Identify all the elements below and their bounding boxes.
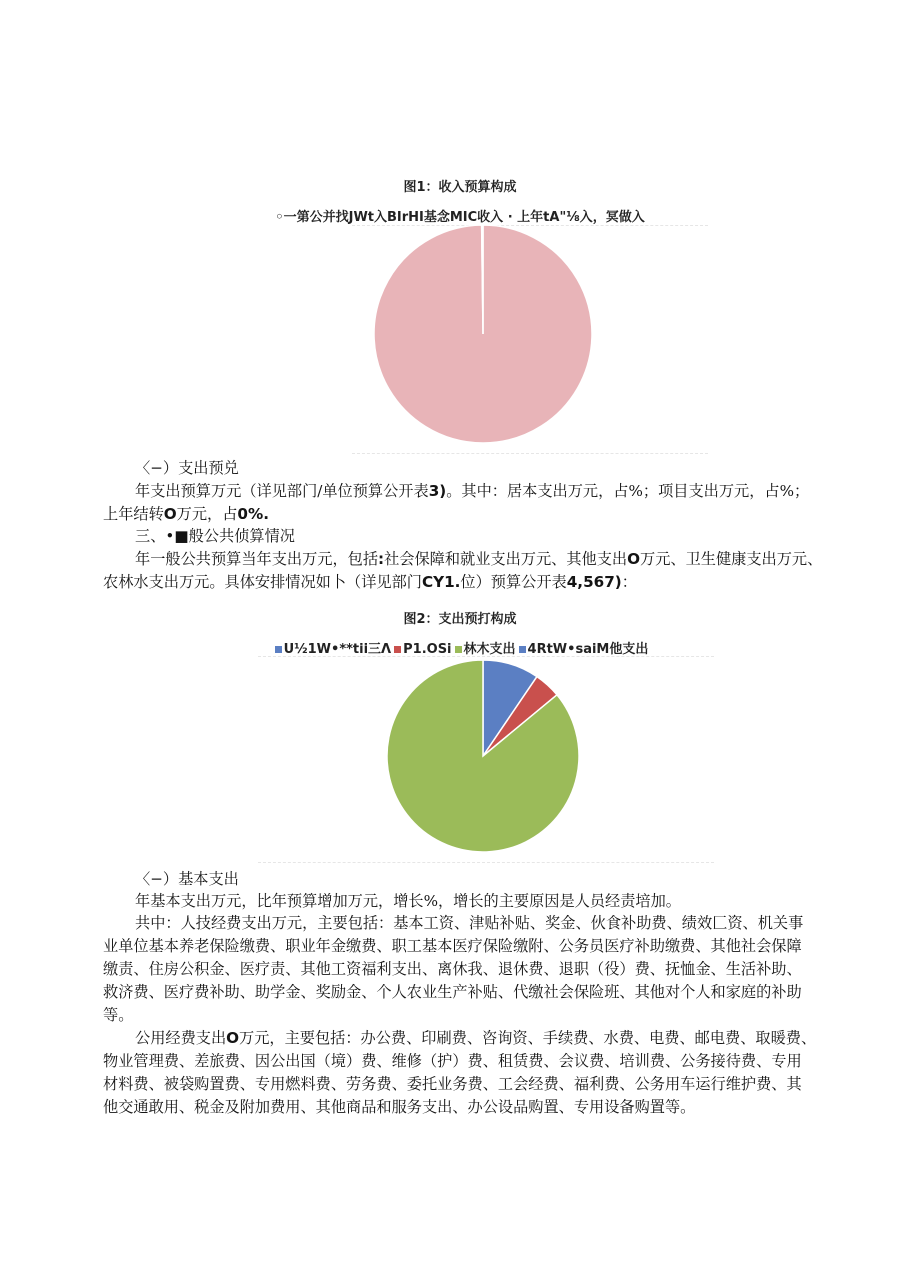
- figure1-bottom-divider: [352, 453, 708, 454]
- figure1-title: 图1：收入预算构成: [403, 180, 517, 195]
- paragraph-line: 年一般公共预算当年支出万元，包括:社会保障和就业支出万元、其他支出O万元、卫生健康支出万元、: [135, 550, 823, 568]
- paragraph-line: 业单位基本养老保险缴费、职业年金缴费、职工基本医疗保险缴附、公务员医疗补助缴费、其他社会保障: [103, 937, 802, 955]
- legend-entry-3: 林木支出: [463, 642, 516, 657]
- figure2-bottom-divider: [258, 862, 714, 863]
- paragraph-line: 年基本支出万元，比年预算增加万元，增长%，增长的主要原因是人员经责培加。: [135, 892, 681, 910]
- legend-entry-1: ◦一第公并找JWt入BIrHI基念MIC收入 · 上年tA"⅛入: [275, 210, 593, 225]
- figure1-pie-chart: [0, 222, 920, 462]
- paragraph-line: 等。: [103, 1006, 134, 1024]
- paragraph-line: 年支出预算万元（详见部门/单位预算公开表3)。其中：居本支出万元，占%；项目支出万元，占%；: [135, 482, 810, 500]
- section-heading-expenditure-budget: 〈−）支出预兑: [135, 459, 239, 477]
- paragraph-line: 物业管理费、差旅费、因公出国（境）费、维修（护）费、租赁费、会议费、培训费、公务接待费、专用: [103, 1052, 802, 1070]
- legend-entry-4: 4RtW•sai: [527, 642, 597, 657]
- figure2-pie-chart: [0, 652, 920, 862]
- paragraph-line: 上年结转O万元，占0%.: [103, 505, 269, 523]
- section-heading-general-budget: 三、•■般公共侦算情况: [135, 527, 295, 545]
- figure2-title: 图2：支出预打构成: [403, 612, 517, 627]
- paragraph-line: 共中：人技经费支出万元，主要包括：基本工资、津贴补贴、奖金、伙食补助费、绩效匚资、机关事: [135, 914, 804, 932]
- legend-entry-1: U½1W•**tii三Λ: [283, 642, 392, 657]
- paragraph-line: 农林水支出万元。具体安排情况如卜（详见部门CY1.位）预算公开表4,567)：: [103, 573, 637, 591]
- paragraph-line: 公用经费支出O万元，主要包括：办公费、印刷费、咨询资、手续费、水费、电费、邮电费、取暖费、: [135, 1029, 817, 1047]
- legend-entry-2: P1.OSi: [403, 642, 452, 657]
- legend-entry-5: M他支出: [596, 642, 649, 657]
- paragraph-line: 缴责、住房公积金、医疗责、其他工资福利支出、离休我、退休费、退职（役）费、抚恤金、生活补助、: [103, 960, 802, 978]
- paragraph-line: 材料费、被袋购置费、专用燃料费、劳务费、委托业务费、工会经费、福利费、公务用车运行维护费、其: [103, 1075, 802, 1093]
- section-heading-basic-expenditure: 〈−）基本支出: [135, 870, 239, 888]
- paragraph-line: 救济费、医疗费补助、助学金、奖励金、个人农业生产补贴、代缴社会保险班、其他对个人和家庭的补助: [103, 983, 802, 1001]
- paragraph-line: 他交通敢用、税金及附加费用、其他商品和服务支出、办公设品购置、专用设备购置等。: [103, 1098, 696, 1116]
- legend-entry-2: ，冥做入: [592, 210, 645, 225]
